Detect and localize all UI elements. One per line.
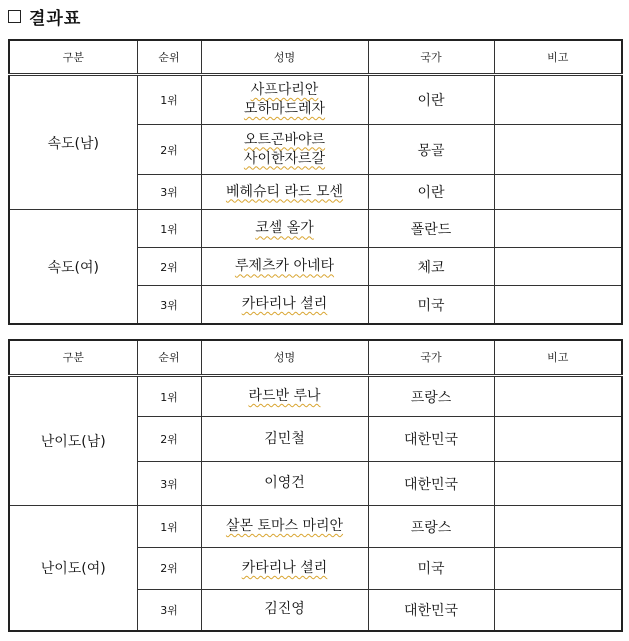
country-cell: 프랑스 bbox=[368, 506, 494, 548]
name-text: 코셀 올가 bbox=[255, 220, 314, 237]
country-cell: 이란 bbox=[368, 175, 494, 210]
name-line: 사이한자르갈 bbox=[243, 150, 326, 167]
note-cell bbox=[494, 286, 622, 324]
group-label: 속도(남) bbox=[9, 75, 137, 210]
group-label: 난이도(여) bbox=[9, 506, 137, 631]
name-text: 루제츠카 아네타 bbox=[234, 258, 335, 275]
rank-cell: 1위 bbox=[137, 375, 201, 417]
name-cell: 이영건 bbox=[201, 462, 368, 506]
name-text: 베헤슈티 라드 모센 bbox=[225, 183, 344, 200]
header-name: 성명 bbox=[201, 340, 368, 375]
country-cell: 체코 bbox=[368, 248, 494, 286]
results-table-speed bbox=[8, 39, 623, 325]
name-cell bbox=[201, 375, 368, 417]
header-country: 국가 bbox=[368, 340, 494, 375]
header-category: 구분 bbox=[9, 340, 137, 375]
header-name: 성명 bbox=[201, 40, 368, 75]
country-cell: 이란 bbox=[368, 75, 494, 125]
title-text: 결과표 bbox=[29, 8, 82, 29]
header-country: 국가 bbox=[368, 40, 494, 75]
rank-cell: 3위 bbox=[137, 175, 201, 210]
header-row bbox=[9, 40, 622, 75]
name-cell bbox=[201, 175, 368, 210]
table-row bbox=[9, 75, 622, 125]
rank-cell: 3위 bbox=[137, 589, 201, 631]
note-cell bbox=[494, 125, 622, 175]
name-cell bbox=[201, 286, 368, 324]
rank-cell: 2위 bbox=[137, 417, 201, 462]
header-note: 비고 bbox=[494, 40, 622, 75]
country-cell: 폴란드 bbox=[368, 210, 494, 248]
name-line: 사프다리안 bbox=[250, 82, 319, 99]
rank-cell: 2위 bbox=[137, 547, 201, 589]
name-cell bbox=[201, 125, 368, 175]
name-line: 모하마드레자 bbox=[243, 101, 326, 118]
document-title bbox=[8, 4, 81, 28]
rank-cell: 1위 bbox=[137, 75, 201, 125]
note-cell bbox=[494, 175, 622, 210]
rank-cell: 3위 bbox=[137, 462, 201, 506]
name-text: 라드반 루나 bbox=[248, 388, 321, 405]
name-cell bbox=[201, 506, 368, 548]
group-label: 속도(여) bbox=[9, 210, 137, 324]
country-cell: 프랑스 bbox=[368, 375, 494, 417]
name-text: 카타리나 셜리 bbox=[241, 296, 328, 313]
header-row bbox=[9, 340, 622, 375]
name-cell: 김민철 bbox=[201, 417, 368, 462]
rank-cell: 2위 bbox=[137, 125, 201, 175]
country-cell: 몽골 bbox=[368, 125, 494, 175]
note-cell bbox=[494, 462, 622, 506]
country-cell: 미국 bbox=[368, 286, 494, 324]
name-cell bbox=[201, 75, 368, 125]
header-note: 비고 bbox=[494, 340, 622, 375]
note-cell bbox=[494, 248, 622, 286]
note-cell bbox=[494, 417, 622, 462]
name-line: 오트곤바야르 bbox=[243, 131, 326, 148]
checkbox-square-icon bbox=[8, 10, 21, 23]
name-cell bbox=[201, 210, 368, 248]
header-rank: 순위 bbox=[137, 340, 201, 375]
name-cell bbox=[201, 547, 368, 589]
name-cell bbox=[201, 248, 368, 286]
header-rank: 순위 bbox=[137, 40, 201, 75]
note-cell bbox=[494, 506, 622, 548]
rank-cell: 2위 bbox=[137, 248, 201, 286]
rank-cell: 3위 bbox=[137, 286, 201, 324]
name-text: 살몬 토마스 마리안 bbox=[225, 518, 344, 534]
name-text: 카타리나 셜리 bbox=[241, 559, 328, 576]
table-row bbox=[9, 375, 622, 417]
country-cell: 대한민국 bbox=[368, 589, 494, 631]
name-cell: 김진영 bbox=[201, 589, 368, 631]
country-cell: 대한민국 bbox=[368, 417, 494, 462]
group-label: 난이도(남) bbox=[9, 375, 137, 505]
table-row bbox=[9, 210, 622, 248]
header-category: 구분 bbox=[9, 40, 137, 75]
country-cell: 대한민국 bbox=[368, 462, 494, 506]
note-cell bbox=[494, 547, 622, 589]
note-cell bbox=[494, 210, 622, 248]
table-row bbox=[9, 506, 622, 548]
note-cell bbox=[494, 75, 622, 125]
rank-cell: 1위 bbox=[137, 210, 201, 248]
country-cell: 미국 bbox=[368, 547, 494, 589]
note-cell bbox=[494, 375, 622, 417]
note-cell bbox=[494, 589, 622, 631]
rank-cell: 1위 bbox=[137, 506, 201, 548]
results-table-difficulty bbox=[8, 339, 623, 632]
